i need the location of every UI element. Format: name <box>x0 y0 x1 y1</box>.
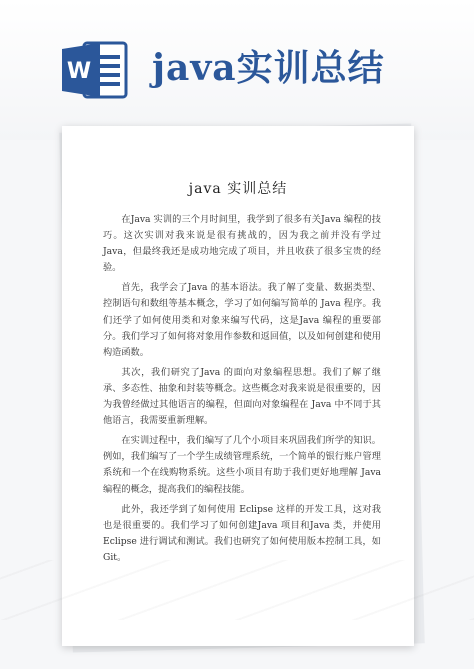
banner-title: java实训总结 <box>152 47 385 89</box>
paragraph: 此外，我还学到了如何使用 Eclipse 这样的开发工具，这对我也是很重要的。我们学习了如何创建Java 项目和Java 类，并使用 Eclipse 进行调试和测试。我们也研究了如何使用版本控制工具，如 Git。 <box>103 503 381 563</box>
paragraph: 首先，我学会了Java 的基本语法。我了解了变量、数据类型、控制语句和数组等基本概念，学习了如何编写简单的 Java 程序。我们还学了如何使用类和对象来编写代码，这是Java 编程的重要部分。我们学习了如何将对象用作参数和返回值，以及如何创建和使用构造函数。 <box>103 282 381 358</box>
word-icon <box>62 39 128 101</box>
document-title: java 实训总结 <box>188 181 288 197</box>
document-body <box>103 212 381 570</box>
watermark-strip <box>0 560 474 620</box>
header-banner <box>0 0 474 140</box>
paragraph: 其次，我们研究了Java 的面向对象编程思想。我们了解了继承、多态性、抽象和封装等概念。这些概念对我来说是很重要的，因为我曾经做过其他语言的编程，但面向对象编程在 Java 中不同于其他语言，我需要重新理解。 <box>103 366 381 427</box>
svg-text:W: W <box>66 59 92 84</box>
paragraph: 在实训过程中，我们编写了几个小项目来巩固我们所学的知识。例如，我们编写了一个学生成绩管理系统，一个简单的银行账户管理系统和一个在线购物系统。这些小项目有助于我们更好地理解 Java 编程的概念，提高我们的编程技能。 <box>103 435 381 495</box>
paragraph: 在Java 实训的三个月时间里，我学到了很多有关Java 编程的技巧。这次实训对我来说是很有挑战的，因为我之前并没有学过 Java，但最终我还是成功地完成了项目，并且收获了很多宝贵的经验。 <box>103 214 381 274</box>
